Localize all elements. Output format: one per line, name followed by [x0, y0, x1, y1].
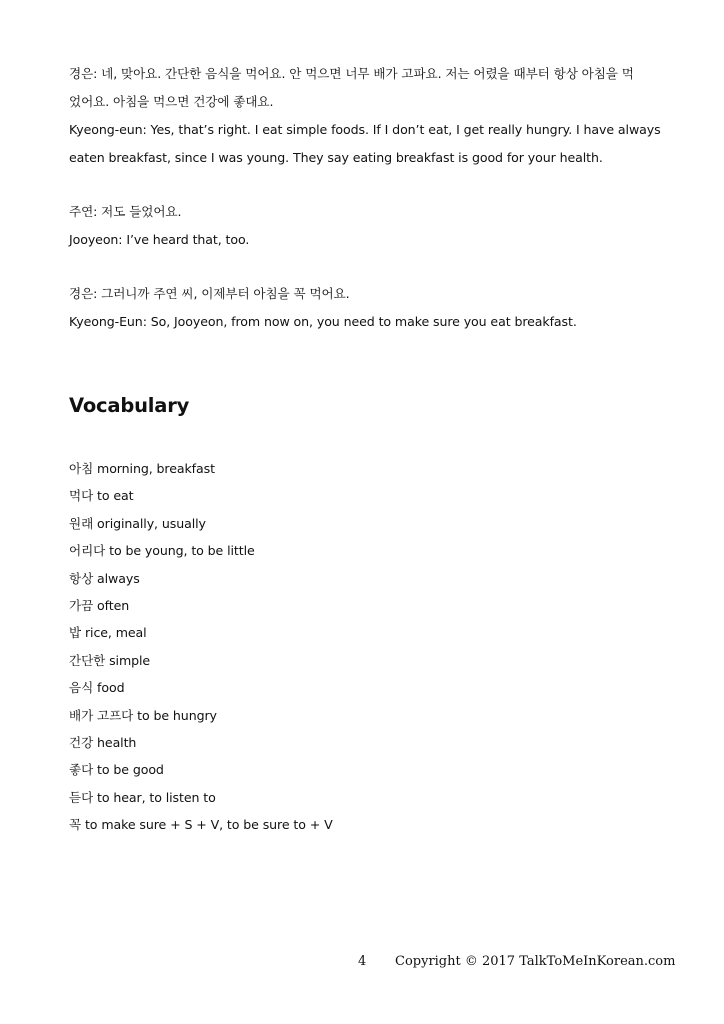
vocab-item: 원래 originally, usually — [69, 515, 206, 531]
vocabulary-heading: Vocabulary — [69, 394, 190, 417]
dialogue-line: 주연: 저도 들었어요. — [69, 204, 182, 219]
vocab-item: 가끔 often — [69, 598, 130, 614]
vocab-item: 꼭 to make sure + S + V, to be sure to + V — [69, 817, 333, 833]
vocab-item: 항상 always — [69, 570, 140, 586]
dialogue-line: 경은: 그러니까 주연 씨, 이제부터 아침을 꼭 먹어요. — [69, 286, 350, 301]
vocab-item: 먹다 to eat — [69, 488, 134, 504]
dialogue-line: eaten breakfast, since I was young. They say eating breakfast is good for your health. — [69, 150, 603, 165]
dialogue-line: Kyeong-Eun: So, Jooyeon, from now on, you need to make sure you eat breakfast. — [69, 314, 577, 329]
vocab-item: 음식 food — [69, 680, 125, 696]
vocab-item: 건강 health — [69, 735, 137, 751]
dialogue-block — [69, 280, 659, 336]
vocab-item: 듣다 to hear, to listen to — [69, 789, 216, 805]
vocab-item: 배가 고프다 to be hungry — [69, 707, 217, 723]
dialogue-block — [69, 60, 659, 172]
page-number: 4 — [358, 954, 367, 969]
copyright-text: Copyright © 2017 TalkToMeInKorean.com — [395, 954, 676, 969]
dialogue-line: Jooyeon: I’ve heard that, too. — [69, 232, 250, 247]
vocabulary-list — [69, 455, 659, 839]
vocab-item: 밥 rice, meal — [69, 625, 147, 641]
dialogue-line: 경은: 네, 맞아요. 간단한 음식을 먹어요. 안 먹으면 너무 배가 고파요. 저는 어렸을 때부터 항상 아침을 먹 — [69, 66, 634, 81]
vocab-item: 좋다 to be good — [69, 762, 164, 778]
dialogue-line: Kyeong-eun: Yes, that’s right. I eat simple foods. If I don’t eat, I get really hungry. I have always — [69, 122, 661, 137]
vocab-item: 아침 morning, breakfast — [69, 461, 215, 476]
dialogue-section — [69, 60, 659, 336]
vocab-item: 어리다 to be young, to be little — [69, 543, 255, 559]
vocab-item: 간단한 simple — [69, 652, 151, 668]
dialogue-block — [69, 198, 659, 254]
dialogue-line: 었어요. 아침을 먹으면 건강에 좋대요. — [69, 94, 274, 109]
